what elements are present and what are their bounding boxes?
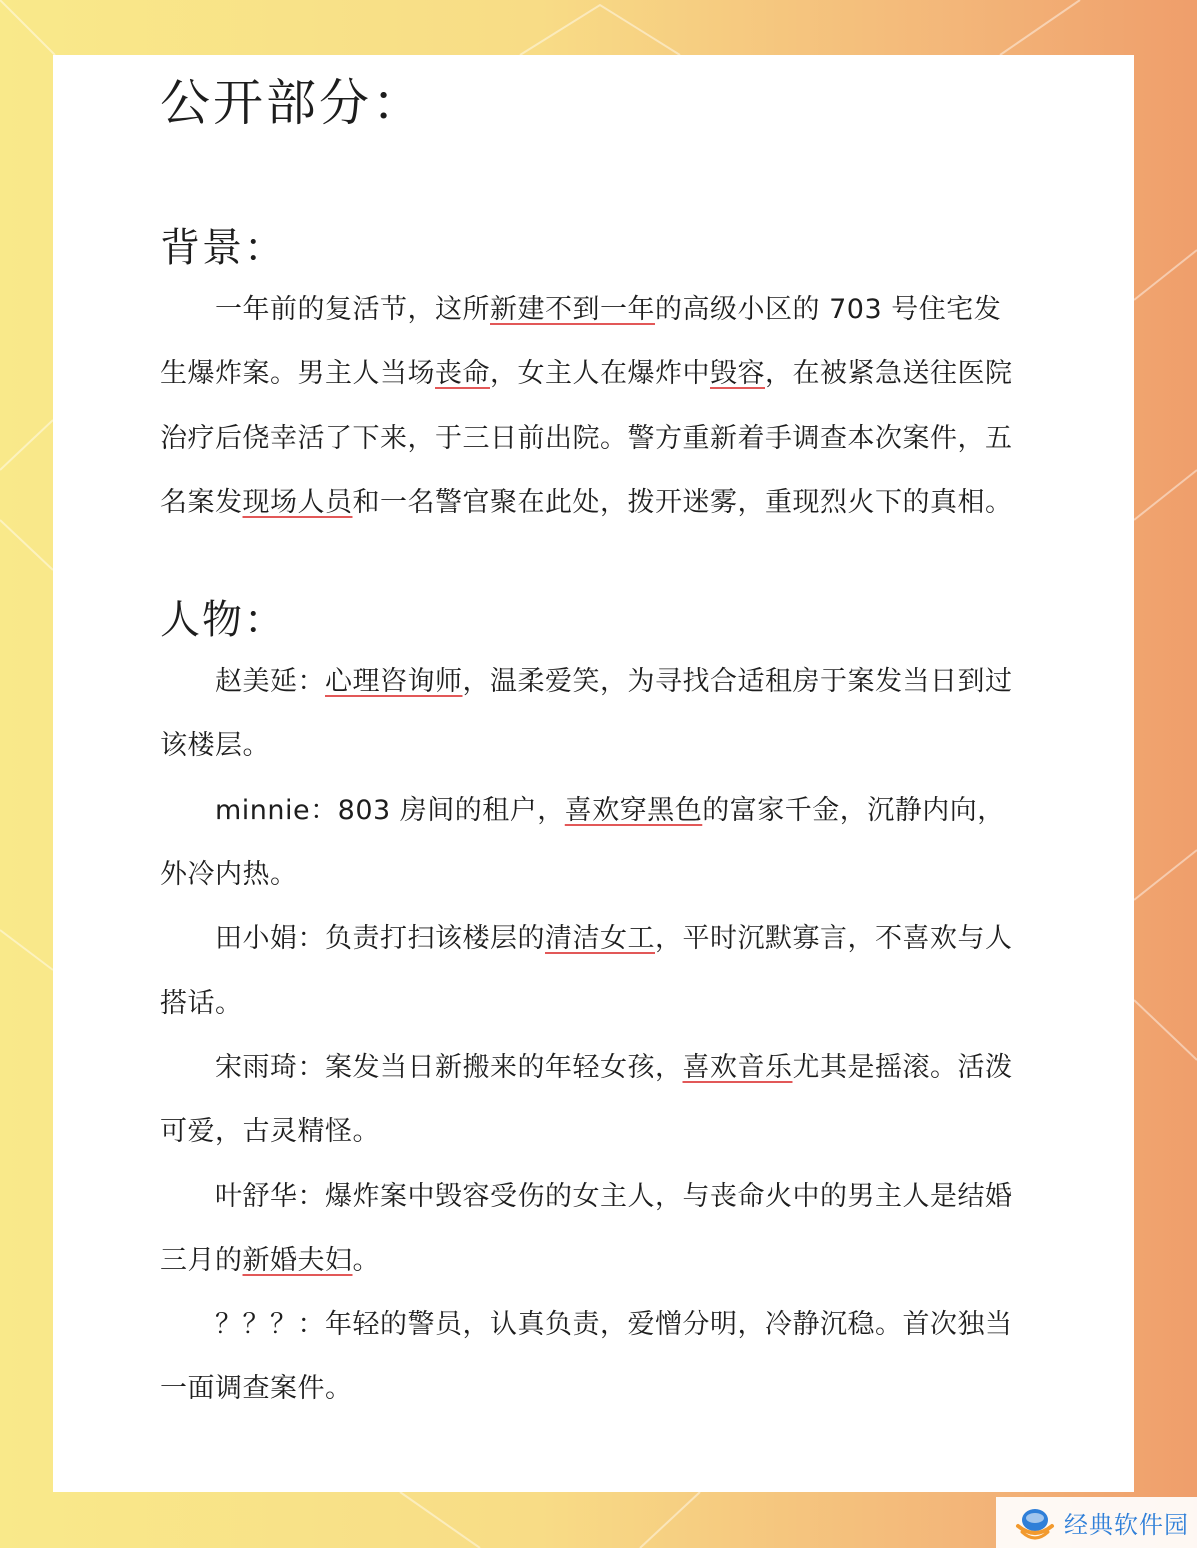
watermark-text: 经典软件园 <box>1064 1511 1189 1539</box>
character-entry <box>160 1293 1020 1422</box>
text-run: ？？？：年轻的警员，认真负责，爱憎分明，冷静沉稳。首次独当一面调查案件。 <box>160 1309 1013 1405</box>
text-run: 。 <box>352 1244 380 1276</box>
globe-logo-icon <box>1014 1502 1056 1544</box>
text-run: 的富家千金，沉静内向，外冷内热。 <box>160 794 1005 891</box>
underlined-phrase: 喜欢穿黑色 <box>564 794 703 826</box>
text-run: 一年前的复活节，这所 <box>215 294 490 325</box>
text-run: ，在被紧急送往医院治疗后侥幸活了下来，于三日前出院。警方重新着手调查本次案件，五名案发 <box>160 358 1013 518</box>
character-entry <box>160 1036 1020 1165</box>
text-run: minnie：803 房间的租户， <box>215 794 565 826</box>
document-page <box>53 55 1134 1492</box>
underlined-phrase: 新婚夫妇 <box>242 1244 353 1276</box>
text-run: ，温柔爱笑，为寻找合适租房于案发当日到过该楼层。 <box>160 666 1013 762</box>
text-run: 尤其是摇滚。活泼可爱，古灵精怪。 <box>160 1051 1013 1148</box>
document-content <box>160 55 1020 1422</box>
text-run: 田小娟：负责打扫该楼层的 <box>215 923 545 955</box>
text-run: 和一名警官聚在此处，拨开迷雾，重现烈火下的真相。 <box>352 486 1013 518</box>
underlined-phrase: 喜欢音乐 <box>682 1051 793 1083</box>
text-run: 赵美延： <box>215 666 325 698</box>
background-heading: 背景： <box>160 225 286 271</box>
background-paragraph <box>160 278 1020 535</box>
underlined-phrase: 心理咨询师 <box>325 666 463 698</box>
underlined-phrase: 丧命 <box>435 358 490 390</box>
character-entry <box>160 779 1020 908</box>
text-run: ，平时沉默寡言，不喜欢与人搭话。 <box>160 923 1013 1019</box>
text-run: 宋雨琦：案发当日新搬来的年轻女孩， <box>215 1051 683 1083</box>
underlined-phrase: 现场人员 <box>242 486 353 518</box>
characters-heading: 人物： <box>160 597 286 644</box>
text-run: ，女主人在爆炸中 <box>490 358 710 390</box>
document-title: 公开部分： <box>160 74 425 132</box>
underlined-phrase: 新建不到一年 <box>490 294 655 325</box>
underlined-phrase: 清洁女工 <box>545 923 655 955</box>
underlined-phrase: 毁容 <box>710 358 765 390</box>
character-entry <box>160 1165 1020 1294</box>
character-list <box>160 650 1020 1422</box>
text-run: 的高级小区的 703 号住宅发生爆炸案。男主人当场 <box>160 294 1002 390</box>
character-entry <box>160 907 1020 1036</box>
watermark-badge <box>996 1497 1197 1548</box>
text-run: 叶舒华：爆炸案中毁容受伤的女主人，与丧命火中的男主人是结婚三月的 <box>160 1180 1013 1276</box>
character-entry <box>160 650 1020 779</box>
